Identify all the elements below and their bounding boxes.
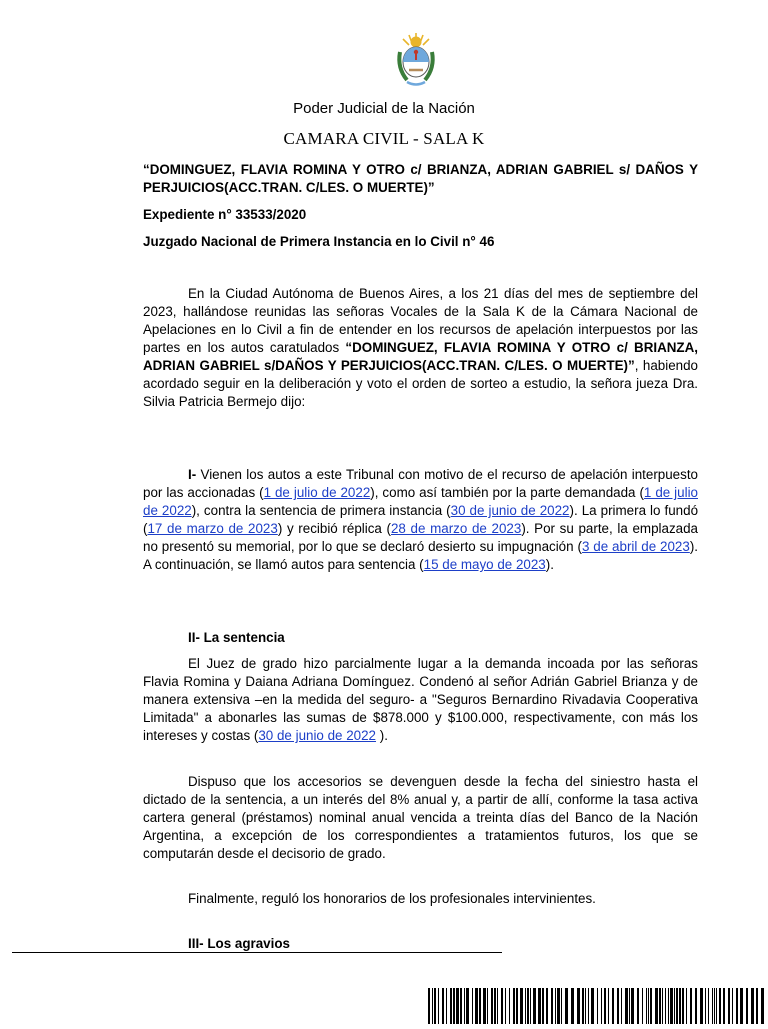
section-1-text: ). Por su parte, la emplazada no presentó su memorial, por lo que se declaró desierto su impugnación (: [143, 521, 698, 554]
barcode: [426, 988, 768, 1024]
section-1-text: ) y recibió réplica (: [277, 521, 391, 536]
section-1-text: ), contra la sentencia de primera instancia (: [191, 503, 451, 518]
section-2-paragraph-3: Finalmente, reguló los honorarios de los profesionales intervinientes.: [188, 891, 596, 906]
date-link[interactable]: 30 de junio de 2022: [450, 503, 570, 518]
section-1-text: Vienen los autos a este Tribunal con motivo de el recurso de apelación interpuesto por las accionadas (: [143, 467, 698, 500]
intro-text-2: , habiendo acordado seguir en la deliberación y voto el orden de sorteo a estudio, la señora jueza Dra. Silvia Patricia Bermejo dijo:: [143, 358, 698, 409]
section-2-text: El Juez de grado hizo parcialmente lugar a la demanda incoada por las señoras Flavia Romina y Daiana Adriana Domínguez. Condenó al señor Adrián Gabriel Brianza y de manera extensiva –en la medida del seguro- a "Seguros Bernardino Rivadavia Cooperativa Limitada" a abonarles las sumas de $878.000 y $100.000, respectivamente, con más los intereses y costas (: [143, 656, 698, 743]
intro-text-1: En la Ciudad Autónoma de Buenos Aires, a los 21 días del mes de septiembre del 2023, hallándose reunidas las señoras Vocales de la Sala K de la Cámara Nacional de Apelaciones en lo Civil a fin de entender en los recursos de apelación interpuestos por las partes en los autos caratulados: [143, 286, 698, 355]
date-link[interactable]: 30 de junio de 2022: [258, 728, 377, 743]
section-1-text: ). A continuación, se llamó autos para sentencia (: [143, 539, 699, 572]
intro-paragraph: [143, 285, 698, 411]
institution-title: Poder Judicial de la Nación: [293, 100, 475, 117]
national-coat-of-arms-logo: [393, 30, 439, 88]
case-caption: “DOMINGUEZ, FLAVIA ROMINA Y OTRO c/ BRIANZA, ADRIAN GABRIEL s/ DAÑOS Y PERJUICIOS(ACC.TRAN. C/LES. O MUERTE)”: [143, 162, 698, 195]
chamber-title: CAMARA CIVIL - SALA K: [283, 129, 485, 148]
section-1-text: ), como así también por la parte demandada (: [370, 485, 644, 500]
date-link[interactable]: 15 de mayo de 2023: [423, 557, 546, 572]
section-1-label: I-: [188, 467, 197, 482]
court-name: Juzgado Nacional de Primera Instancia en lo Civil n° 46: [143, 234, 495, 249]
date-link[interactable]: 3 de abril de 2023: [581, 539, 690, 554]
section-2-heading: II- La sentencia: [188, 630, 285, 645]
section-3-heading: III- Los agravios: [188, 936, 290, 951]
date-link[interactable]: 1 de julio de 2022: [143, 485, 698, 518]
case-number: Expediente n° 33533/2020: [143, 207, 307, 222]
date-link[interactable]: 28 de marzo de 2023: [390, 521, 522, 536]
section-2-paragraph-1: [143, 655, 698, 745]
section-1-text: ).: [545, 557, 554, 572]
intro-case-title: “DOMINGUEZ, FLAVIA ROMINA Y OTRO c/ BRIANZA, ADRIAN GABRIEL s/DAÑOS Y PERJUICIOS(ACC.TRAN. C/LES. O MUERTE)”: [143, 340, 698, 373]
date-link[interactable]: 1 de julio de 2022: [263, 485, 371, 500]
section-2-text: ).: [376, 728, 388, 743]
section-2-paragraph-2: Dispuso que los accesorios se devenguen desde la fecha del siniestro hasta el dictado de la sentencia, a un interés del 8% anual y, a partir de allí, conforme la tasa activa cartera general (préstamos) nominal anual vencida a treinta días del Banco de la Nación Argentina, a excepción de los correspondientes a tratamientos futuros, los que se computarán desde el decisorio de grado.: [143, 774, 698, 861]
date-link[interactable]: 17 de marzo de 2023: [147, 521, 278, 536]
section-1-text: ). La primera lo fundó (: [143, 503, 699, 536]
section-1-paragraph: [143, 466, 698, 574]
footer-divider: [12, 952, 502, 953]
